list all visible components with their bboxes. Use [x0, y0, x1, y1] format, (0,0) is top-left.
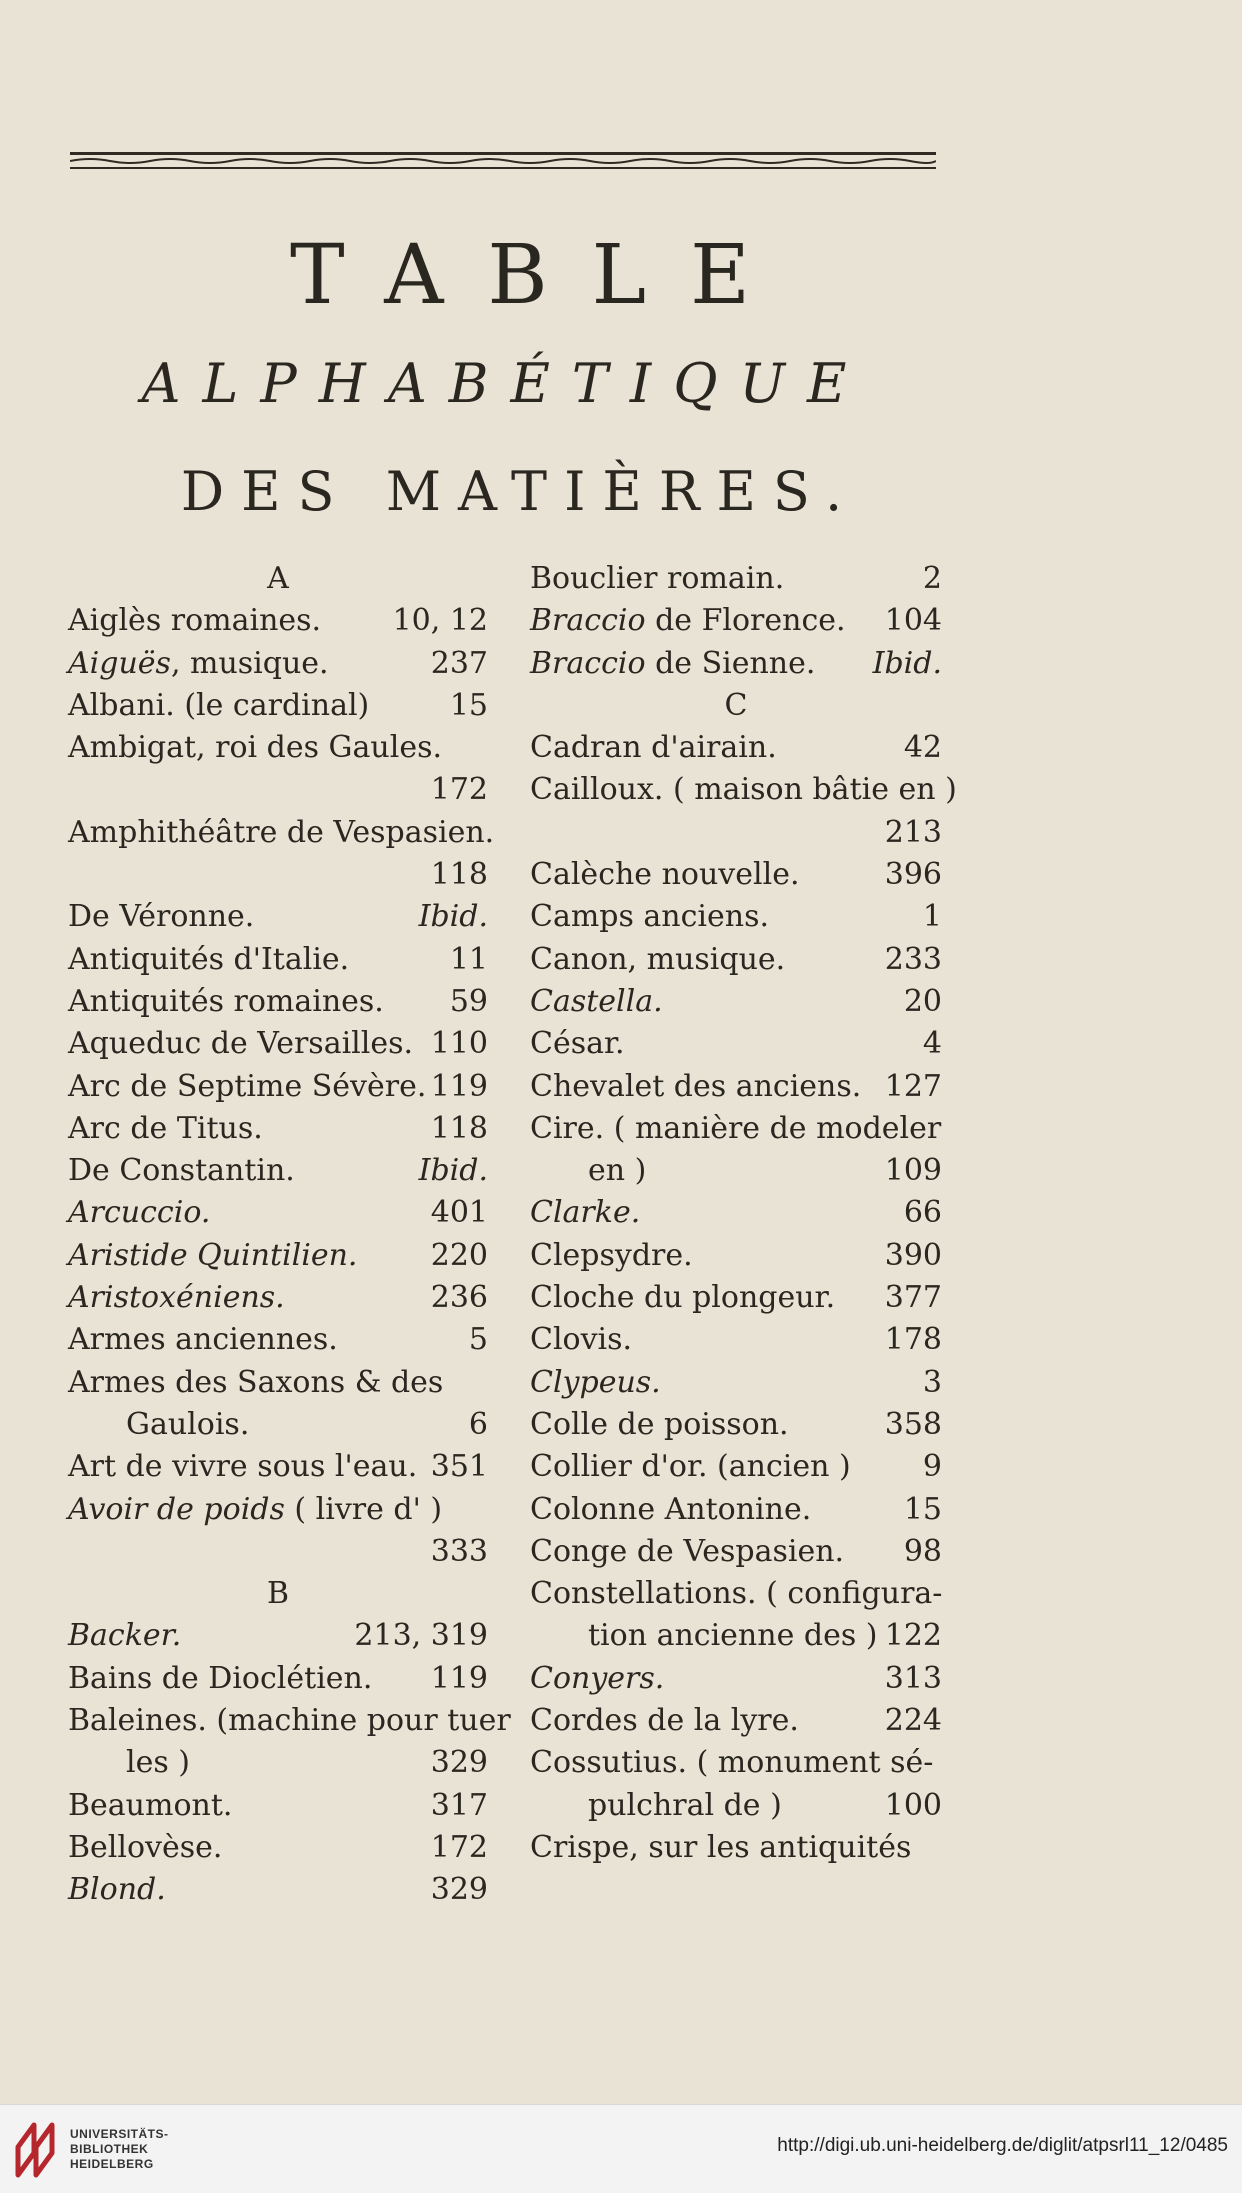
entry-text-part: Constellations. ( configura- [530, 1576, 943, 1612]
index-entry [68, 1150, 488, 1192]
entry-text-part: Clypeus. [530, 1364, 661, 1400]
index-entry [530, 1023, 942, 1065]
entry-page-number: 220 [430, 1237, 488, 1273]
entry-text-part: Aiguës [68, 645, 171, 681]
index-entry [530, 1785, 942, 1827]
entry-text-part: , musique. [170, 645, 329, 681]
index-letter-heading [68, 1573, 488, 1615]
index-entry [68, 896, 488, 938]
entry-text-part: Chevalet des anciens. [530, 1068, 862, 1104]
index-column-right [530, 558, 957, 1869]
entry-text-part: Calèche nouvelle. [530, 857, 800, 893]
heading-letter: B [266, 1576, 290, 1612]
entry-page-number: 104 [884, 603, 942, 639]
index-entry [530, 1700, 942, 1742]
entry-text [126, 1404, 249, 1446]
entry-page-number: 42 [903, 730, 942, 766]
entry-text-part: de Florence. [645, 603, 846, 639]
heading-letter: C [724, 687, 748, 723]
index-entry [530, 643, 942, 685]
entry-text-part: Braccio [530, 645, 646, 681]
heading-letter: A [267, 561, 289, 596]
entry-page-number: Ibid. [418, 899, 488, 935]
entry-text [530, 558, 784, 600]
entry-text [588, 1785, 782, 1827]
entry-page-number: 329 [430, 1745, 488, 1781]
entry-page-number: 358 [884, 1406, 942, 1442]
entry-text [530, 1446, 851, 1488]
entry-text [68, 1658, 372, 1700]
entry-text [68, 1869, 166, 1911]
index-entry [68, 643, 488, 685]
entry-text [530, 1531, 844, 1573]
index-entry [68, 1277, 488, 1319]
index-entry [530, 1319, 942, 1361]
entry-page-number: 317 [430, 1787, 488, 1823]
entry-page-number: 178 [884, 1322, 942, 1358]
entry-text-part: Clovis. [530, 1322, 633, 1358]
index-entry [530, 854, 942, 896]
entry-page-number: 118 [430, 1110, 488, 1146]
index-entry [530, 896, 942, 938]
index-entry [68, 812, 495, 854]
index-page-ref-line [68, 854, 488, 896]
entry-page-number: 401 [430, 1195, 488, 1231]
entry-text-part: Aqueduc de Versailles. [68, 1026, 414, 1062]
viewer-footer [0, 2104, 1242, 2193]
entry-text-part: Blond. [68, 1872, 166, 1908]
page-title: TABLE [290, 228, 794, 323]
index-entry [68, 1658, 488, 1700]
page-subtitle: ALPHABÉTIQUE [141, 352, 869, 415]
entry-text-part: Colle de poisson. [530, 1406, 789, 1442]
logo-line: HEIDELBERG [70, 2157, 154, 2171]
entry-text-part: Aiglès romaines. [68, 603, 322, 639]
entry-text-part: Aristoxéniens. [68, 1280, 285, 1316]
entry-text-part: Gaulois. [126, 1406, 250, 1442]
entry-text [68, 1023, 413, 1065]
entry-text-part: Cordes de la lyre. [530, 1703, 799, 1739]
entry-text [530, 727, 777, 769]
entry-page-number: 98 [903, 1533, 942, 1569]
logo-line: BIBLIOTHEK [70, 2142, 149, 2156]
index-entry [530, 727, 942, 769]
entry-text [530, 1658, 664, 1700]
entry-text-part: Conyers. [530, 1660, 665, 1696]
index-entry [530, 1362, 942, 1404]
index-entry [68, 600, 488, 642]
entry-text-part: Crispe, sur les antiquités [530, 1829, 912, 1865]
index-entry [68, 1742, 488, 1784]
entry-text-part: Avoir de poids [68, 1491, 285, 1527]
entry-text [530, 1235, 693, 1277]
entry-page-number: 119 [430, 1660, 488, 1696]
entry-page-number: 224 [884, 1703, 942, 1739]
entry-text-part: Beaumont. [68, 1787, 233, 1823]
index-entry [530, 1150, 942, 1192]
entry-text [68, 1108, 263, 1150]
entry-text [530, 1023, 625, 1065]
entry-text [68, 939, 349, 981]
entry-text [68, 1277, 285, 1319]
entry-text [530, 854, 800, 896]
entry-text-part: Albani. (le cardinal) [68, 687, 370, 723]
entry-text-part: pulchral de ) [588, 1787, 782, 1823]
entry-text-part: Backer. [68, 1618, 182, 1654]
entry-text [530, 939, 785, 981]
entry-text [68, 1785, 232, 1827]
entry-text [68, 1192, 210, 1234]
entry-text [68, 600, 321, 642]
entry-page-number: 127 [884, 1068, 942, 1104]
entry-page-number: 213, 319 [354, 1618, 488, 1654]
permalink-url[interactable]: http://digi.ub.uni-heidelberg.de/diglit/atpsrl11_12/0485 [777, 2135, 1228, 2156]
entry-page-number: 122 [884, 1618, 942, 1654]
index-page-ref-line [68, 1531, 488, 1573]
index-entry [68, 1362, 488, 1404]
index-entry [530, 1658, 942, 1700]
index-entry [530, 1531, 942, 1573]
entry-page-number: Ibid. [418, 1153, 488, 1189]
index-entry [68, 1615, 488, 1657]
entry-text-part: Cire. ( manière de modeler [530, 1110, 942, 1146]
entry-page-number: 4 [922, 1026, 942, 1062]
entry-page-number: 6 [468, 1406, 488, 1442]
entry-text [68, 812, 494, 854]
entry-page-number: 119 [430, 1068, 488, 1104]
entry-text-part: De Véronne. [68, 899, 255, 935]
entry-text [530, 1277, 835, 1319]
entry-text [68, 643, 329, 685]
entry-text-part: Conge de Vespasien. [530, 1533, 845, 1569]
entry-text [530, 1742, 933, 1784]
entry-text [530, 1827, 911, 1869]
entry-page-number: 11 [449, 941, 488, 977]
entry-page-number: 390 [884, 1237, 942, 1273]
entry-text-part: Antiquités d'Italie. [68, 941, 350, 977]
entry-text-part: Cailloux. ( maison bâtie en ) [530, 772, 957, 808]
entry-text-part: Armes anciennes. [68, 1322, 338, 1358]
entry-text [68, 1150, 295, 1192]
index-entry [530, 1235, 942, 1277]
entry-page-number: 15 [449, 687, 488, 723]
entry-text [530, 1108, 941, 1150]
index-entry [68, 727, 488, 769]
entry-page-number: 396 [884, 857, 942, 893]
entry-page-number: 313 [884, 1660, 942, 1696]
entry-text-part: Clepsydre. [530, 1237, 693, 1273]
entry-text [530, 769, 957, 811]
entry-text-part: en ) [588, 1153, 647, 1189]
entry-text-part: Camps anciens. [530, 899, 770, 935]
index-page-ref-line [68, 769, 488, 811]
entry-page-number: 351 [430, 1449, 488, 1485]
entry-text-part: Collier d'or. (ancien ) [530, 1449, 851, 1485]
entry-text [68, 1319, 338, 1361]
entry-page-number: 213 [884, 814, 942, 850]
entry-text-part: Ambigat, roi des Gaules. [68, 730, 443, 766]
entry-page-number: 172 [430, 772, 488, 808]
page-subtitle-2: DES MATIÈRES. [180, 460, 860, 523]
entry-page-number: 118 [430, 857, 488, 893]
entry-text-part: Cossutius. ( monument sé- [530, 1745, 934, 1781]
entry-text-part: les ) [126, 1745, 190, 1781]
entry-text-part: Cadran d'airain. [530, 730, 777, 766]
entry-text-part: Bellovèse. [68, 1829, 223, 1865]
entry-text [68, 1615, 181, 1657]
entry-text [68, 981, 384, 1023]
index-entry [68, 1869, 488, 1911]
entry-text [530, 1700, 799, 1742]
entry-page-number: 333 [430, 1533, 488, 1569]
entry-page-number: 377 [884, 1280, 942, 1316]
entry-text-part: de Sienne. [645, 645, 816, 681]
entry-text [530, 643, 815, 685]
entry-page-number: 59 [449, 983, 488, 1019]
entry-text [68, 1446, 417, 1488]
entry-text [530, 1192, 640, 1234]
entry-text [68, 1827, 222, 1869]
entry-page-number: 110 [430, 1026, 488, 1062]
entry-text [68, 1700, 511, 1742]
index-entry [530, 1827, 942, 1869]
entry-page-number: 5 [468, 1322, 488, 1358]
entry-page-number: 233 [884, 941, 942, 977]
entry-text-part: Bains de Dioclétien. [68, 1660, 373, 1696]
entry-page-number: 2 [922, 561, 942, 596]
entry-page-number: 3 [922, 1364, 942, 1400]
entry-text-part: César. [530, 1026, 625, 1062]
entry-text-part: Canon, musique. [530, 941, 786, 977]
entry-text [530, 1404, 789, 1446]
entry-text-part: Colonne Antonine. [530, 1491, 812, 1527]
entry-text-part: Arc de Titus. [68, 1110, 263, 1146]
index-entry [530, 1742, 942, 1784]
entry-text-part: Baleines. (machine pour tuer [68, 1703, 511, 1739]
logo-line: UNIVERSITÄTS- [70, 2127, 169, 2141]
index-entry [530, 981, 942, 1023]
index-entry [530, 1446, 942, 1488]
index-entry [530, 600, 942, 642]
entry-text [126, 1742, 190, 1784]
index-entry [530, 769, 957, 811]
entry-text-part: Arcuccio. [68, 1195, 211, 1231]
index-page-ref-line [530, 812, 942, 854]
entry-text-part: tion ancienne des ) [588, 1618, 878, 1654]
index-entry [68, 1023, 488, 1065]
entry-page-number: Ibid. [872, 645, 942, 681]
index-entry [68, 939, 488, 981]
index-entry [530, 1108, 942, 1150]
index-entry [68, 1489, 488, 1531]
entry-text [588, 1150, 646, 1192]
entry-text [530, 1066, 861, 1108]
entry-page-number: 100 [884, 1787, 942, 1823]
entry-text-part: Amphithéâtre de Vespasien. [68, 814, 495, 850]
library-logo-text[interactable] [70, 2127, 169, 2172]
index-entry [68, 1192, 488, 1234]
entry-text [530, 1573, 942, 1615]
index-entry [68, 1066, 488, 1108]
index-entry [530, 558, 942, 600]
entry-text-part: Cloche du plongeur. [530, 1280, 836, 1316]
entry-text-part: Braccio [530, 603, 646, 639]
index-letter-heading [530, 685, 942, 727]
entry-text [588, 1615, 877, 1657]
entry-text [68, 685, 369, 727]
entry-text [68, 1066, 426, 1108]
index-entry [530, 1615, 942, 1657]
index-column-left [68, 558, 511, 1912]
index-entry [530, 1573, 942, 1615]
index-entry [68, 1235, 488, 1277]
entry-text [530, 981, 663, 1023]
index-entry [68, 1404, 488, 1446]
entry-page-number: 329 [430, 1872, 488, 1908]
index-entry [530, 1404, 942, 1446]
index-entry [68, 1785, 488, 1827]
entry-text [530, 896, 769, 938]
entry-text-part: Antiquités romaines. [68, 983, 384, 1019]
index-entry [68, 1827, 488, 1869]
entry-page-number: 172 [430, 1829, 488, 1865]
entry-text-part: Art de vivre sous l'eau. [68, 1449, 418, 1485]
library-logo-icon[interactable] [14, 2119, 56, 2179]
entry-page-number: 236 [430, 1280, 488, 1316]
entry-text-part: Clarke. [530, 1195, 641, 1231]
entry-page-number: 9 [922, 1449, 942, 1485]
index-entry [530, 1192, 942, 1234]
entry-text [530, 1362, 661, 1404]
entry-text [68, 1235, 357, 1277]
index-entry [530, 1066, 942, 1108]
entry-text-part: Arc de Septime Sévère. [68, 1068, 427, 1104]
entry-text [530, 1489, 811, 1531]
entry-page-number: 237 [430, 645, 488, 681]
entry-text [68, 1489, 442, 1531]
index-letter-heading [68, 558, 488, 600]
entry-page-number: 15 [903, 1491, 942, 1527]
entry-page-number: 66 [903, 1195, 942, 1231]
entry-text [68, 896, 254, 938]
entry-text [530, 1319, 632, 1361]
index-entry [530, 1277, 942, 1319]
entry-text-part: De Constantin. [68, 1153, 295, 1189]
entry-text-part: Bouclier romain. [530, 561, 785, 596]
index-entry [68, 1446, 488, 1488]
entry-text-part: Castella. [530, 983, 663, 1019]
entry-text-part: Armes des Saxons & des [68, 1364, 444, 1400]
entry-page-number: 20 [903, 983, 942, 1019]
index-entry [68, 1108, 488, 1150]
index-entry [68, 1700, 511, 1742]
entry-text [530, 600, 846, 642]
index-entry [68, 981, 488, 1023]
entry-text-part: ( livre d' ) [284, 1491, 443, 1527]
entry-page-number: 10, 12 [392, 603, 488, 639]
entry-text [68, 727, 442, 769]
index-entry [68, 685, 488, 727]
entry-page-number: 109 [884, 1153, 942, 1189]
index-entry [530, 939, 942, 981]
decorative-rule [70, 150, 936, 174]
index-entry [68, 1319, 488, 1361]
entry-text-part: Aristide Quintilien. [68, 1237, 358, 1273]
entry-page-number: 1 [922, 899, 942, 935]
index-entry [530, 1489, 942, 1531]
entry-text [68, 1362, 443, 1404]
